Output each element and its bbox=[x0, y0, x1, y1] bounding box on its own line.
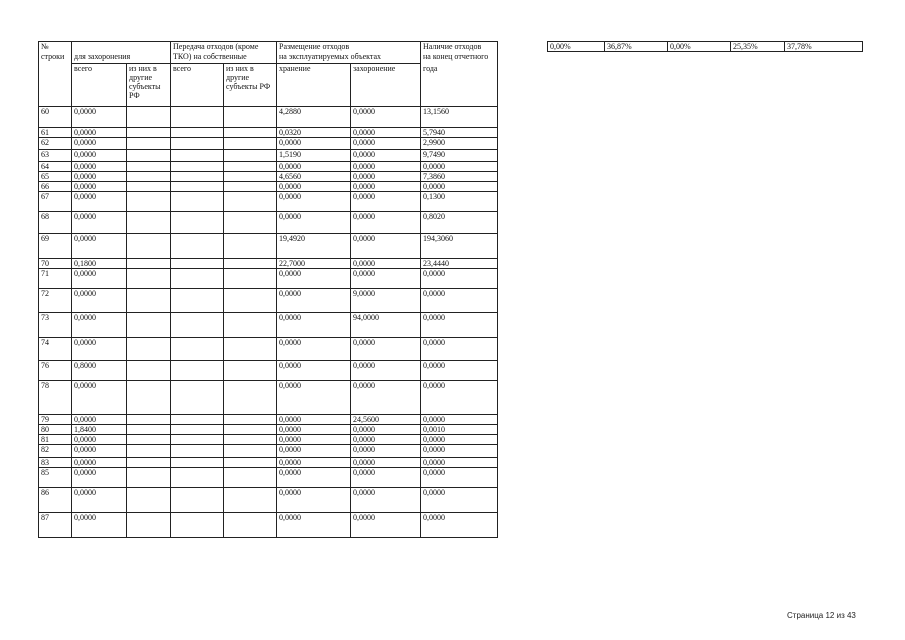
table-row bbox=[39, 425, 498, 435]
balance-cell: 194,3060 bbox=[421, 234, 498, 259]
storage-cell: 0,0000 bbox=[277, 381, 351, 415]
row-number-cell: 64 bbox=[39, 162, 72, 172]
transfer-other-regions-cell bbox=[224, 289, 277, 313]
storage-cell: 0,0000 bbox=[277, 513, 351, 538]
storage-cell: 0,0000 bbox=[277, 458, 351, 468]
table-row bbox=[39, 488, 498, 513]
storage-cell: 0,0000 bbox=[277, 415, 351, 425]
waste-table bbox=[38, 41, 498, 538]
row-number-cell: 80 bbox=[39, 425, 72, 435]
transfer-total-cell bbox=[171, 192, 224, 212]
balance-cell: 0,0000 bbox=[421, 458, 498, 468]
other-regions-cell bbox=[127, 192, 171, 212]
transfer-total-cell bbox=[171, 435, 224, 445]
transfer-total-cell bbox=[171, 445, 224, 458]
balance-header-line1: Наличие отходов bbox=[421, 42, 498, 52]
other-regions-cell bbox=[127, 182, 171, 192]
table-row bbox=[39, 138, 498, 150]
balance-cell: 0,0000 bbox=[421, 415, 498, 425]
burial-cell: 0,0000 bbox=[351, 259, 421, 269]
table-header bbox=[39, 42, 498, 107]
other-regions-cell bbox=[127, 234, 171, 259]
balance-cell: 0,0000 bbox=[421, 488, 498, 513]
total-cell: 1,8400 bbox=[72, 425, 127, 435]
other-regions-cell bbox=[127, 150, 171, 162]
transfer-other-regions-cell bbox=[224, 435, 277, 445]
row-number-cell: 74 bbox=[39, 338, 72, 361]
transfer-total-cell bbox=[171, 212, 224, 234]
table-row bbox=[39, 381, 498, 415]
transfer-other-regions-cell bbox=[224, 150, 277, 162]
table-row bbox=[39, 182, 498, 192]
percent-cell: 25,35% bbox=[731, 42, 785, 52]
transfer-other-regions-cell bbox=[224, 162, 277, 172]
burial-cell: 0,0000 bbox=[351, 361, 421, 381]
row-number-cell: 86 bbox=[39, 488, 72, 513]
table-row bbox=[39, 192, 498, 212]
total-cell: 0,0000 bbox=[72, 107, 127, 128]
total-cell: 0,0000 bbox=[72, 234, 127, 259]
other-regions-cell bbox=[127, 107, 171, 128]
table-row bbox=[39, 259, 498, 269]
burial-cell: 0,0000 bbox=[351, 212, 421, 234]
other-regions-cell bbox=[127, 338, 171, 361]
row-number-cell: 60 bbox=[39, 107, 72, 128]
table-row bbox=[39, 269, 498, 289]
balance-cell: 23,4440 bbox=[421, 259, 498, 269]
total-cell: 0,0000 bbox=[72, 468, 127, 488]
storage-cell: 0,0000 bbox=[277, 138, 351, 150]
row-number-cell: 73 bbox=[39, 313, 72, 338]
other-regions-cell bbox=[127, 162, 171, 172]
transfer-total-cell bbox=[171, 381, 224, 415]
percent-table bbox=[547, 41, 863, 52]
transfer-other-regions-cell bbox=[224, 488, 277, 513]
burial-cell: 0,0000 bbox=[351, 162, 421, 172]
transfer-other-regions-cell bbox=[224, 513, 277, 538]
table-row bbox=[39, 415, 498, 425]
total-cell: 0,0000 bbox=[72, 513, 127, 538]
total-cell: 0,0000 bbox=[72, 458, 127, 468]
transfer-total-cell bbox=[171, 361, 224, 381]
table-row bbox=[39, 468, 498, 488]
table-row bbox=[39, 212, 498, 234]
transfer-other-regions-cell bbox=[224, 361, 277, 381]
balance-cell: 0,0000 bbox=[421, 468, 498, 488]
page-number: Страница 12 из 43 bbox=[787, 611, 856, 620]
other-regions-cell bbox=[127, 513, 171, 538]
other-regions-cell bbox=[127, 138, 171, 150]
transfer-other-regions-cell bbox=[224, 425, 277, 435]
balance-cell: 7,3860 bbox=[421, 172, 498, 182]
total-cell: 0,8000 bbox=[72, 361, 127, 381]
storage-cell: 0,0320 bbox=[277, 128, 351, 138]
storage-cell: 22,7000 bbox=[277, 259, 351, 269]
row-number-cell: 76 bbox=[39, 361, 72, 381]
row-number-cell: 82 bbox=[39, 445, 72, 458]
burial-cell: 0,0000 bbox=[351, 488, 421, 513]
row-number-cell: 83 bbox=[39, 458, 72, 468]
transfer-total-cell bbox=[171, 415, 224, 425]
percent-cell: 0,00% bbox=[668, 42, 731, 52]
burial-group-header bbox=[72, 42, 171, 52]
storage-cell: 4,6560 bbox=[277, 172, 351, 182]
burial-cell: 0,0000 bbox=[351, 435, 421, 445]
total-cell: 0,0000 bbox=[72, 381, 127, 415]
transfer-other-regions-cell bbox=[224, 458, 277, 468]
balance-cell: 0,0000 bbox=[421, 435, 498, 445]
balance-cell: 0,0000 bbox=[421, 338, 498, 361]
burial-cell: 0,0000 bbox=[351, 150, 421, 162]
transfer-other-regions-cell bbox=[224, 415, 277, 425]
total-cell: 0,0000 bbox=[72, 435, 127, 445]
storage-cell: 0,0000 bbox=[277, 162, 351, 172]
total-cell: 0,0000 bbox=[72, 338, 127, 361]
storage-cell: 1,5190 bbox=[277, 150, 351, 162]
transfer-other-regions-cell bbox=[224, 128, 277, 138]
table-row bbox=[39, 435, 498, 445]
transfer-total-cell bbox=[171, 138, 224, 150]
transfer-total-cell bbox=[171, 150, 224, 162]
balance-cell: 0,0000 bbox=[421, 313, 498, 338]
row-number-cell: 70 bbox=[39, 259, 72, 269]
other-regions-cell bbox=[127, 425, 171, 435]
row-number-cell: 61 bbox=[39, 128, 72, 138]
storage-cell: 19,4920 bbox=[277, 234, 351, 259]
other-regions-cell bbox=[127, 269, 171, 289]
balance-cell: 13,1560 bbox=[421, 107, 498, 128]
row-number-cell: 69 bbox=[39, 234, 72, 259]
table-row bbox=[39, 150, 498, 162]
other-regions-cell bbox=[127, 313, 171, 338]
burial-cell: 0,0000 bbox=[351, 192, 421, 212]
table-row bbox=[39, 361, 498, 381]
percent-cell: 0,00% bbox=[548, 42, 605, 52]
transfer-total-cell bbox=[171, 289, 224, 313]
transfer-other-regions-cell bbox=[224, 107, 277, 128]
burial-cell: 0,0000 bbox=[351, 468, 421, 488]
total-cell: 0,0000 bbox=[72, 128, 127, 138]
row-number-cell: 67 bbox=[39, 192, 72, 212]
table-row bbox=[39, 458, 498, 468]
transfer-total-cell bbox=[171, 488, 224, 513]
transfer-other-regions-cell bbox=[224, 234, 277, 259]
storage-cell: 0,0000 bbox=[277, 289, 351, 313]
placement-header-line1: Размещение отходов bbox=[277, 42, 421, 52]
other-regions-cell bbox=[127, 488, 171, 513]
transfer-other-regions-cell bbox=[224, 192, 277, 212]
transfer-total-cell bbox=[171, 458, 224, 468]
burial-cell: 0,0000 bbox=[351, 338, 421, 361]
storage-cell: 0,0000 bbox=[277, 313, 351, 338]
burial-cell: 0,0000 bbox=[351, 182, 421, 192]
burial-cell: 0,0000 bbox=[351, 513, 421, 538]
row-number-cell: 87 bbox=[39, 513, 72, 538]
storage-cell: 0,0000 bbox=[277, 445, 351, 458]
table-row bbox=[39, 172, 498, 182]
transfer-total-cell bbox=[171, 468, 224, 488]
total-col-header: всего bbox=[72, 64, 127, 107]
total-cell: 0,0000 bbox=[72, 182, 127, 192]
total-cell: 0,0000 bbox=[72, 445, 127, 458]
total-cell: 0,0000 bbox=[72, 150, 127, 162]
transfer-other-regions-cell bbox=[224, 381, 277, 415]
row-number-cell: 66 bbox=[39, 182, 72, 192]
row-number-header-3 bbox=[39, 64, 72, 107]
row-number-cell: 78 bbox=[39, 381, 72, 415]
burial-cell: 0,0000 bbox=[351, 234, 421, 259]
table-row bbox=[39, 313, 498, 338]
placement-header-line2: на эксплуатируемых объектах bbox=[277, 52, 421, 64]
transfer-total-cell bbox=[171, 513, 224, 538]
transfer-header-line2: ТКО) на собственные bbox=[171, 52, 277, 64]
total-cell: 0,1800 bbox=[72, 259, 127, 269]
table-row bbox=[39, 107, 498, 128]
balance-cell: 0,0000 bbox=[421, 361, 498, 381]
burial-cell: 9,0000 bbox=[351, 289, 421, 313]
row-number-cell: 68 bbox=[39, 212, 72, 234]
burial-subheader: для захоронения bbox=[72, 52, 171, 64]
table-body bbox=[39, 107, 498, 538]
row-number-header: № bbox=[39, 42, 72, 52]
total-cell: 0,0000 bbox=[72, 269, 127, 289]
storage-cell: 0,0000 bbox=[277, 425, 351, 435]
burial-col-header: захоронение bbox=[351, 64, 421, 107]
total-cell: 0,0000 bbox=[72, 138, 127, 150]
storage-cell: 0,0000 bbox=[277, 468, 351, 488]
burial-cell: 0,0000 bbox=[351, 107, 421, 128]
transfer-other-regions-cell bbox=[224, 445, 277, 458]
row-number-cell: 81 bbox=[39, 435, 72, 445]
table-row bbox=[39, 128, 498, 138]
transfer-total-cell bbox=[171, 234, 224, 259]
balance-cell: 0,0000 bbox=[421, 162, 498, 172]
row-number-cell: 62 bbox=[39, 138, 72, 150]
balance-cell: 0,1300 bbox=[421, 192, 498, 212]
burial-cell: 0,0000 bbox=[351, 458, 421, 468]
balance-cell: 0,0000 bbox=[421, 269, 498, 289]
other-regions-col-header: из них в другие субъекты РФ bbox=[127, 64, 171, 107]
transfer-total-cell bbox=[171, 128, 224, 138]
table-row bbox=[39, 162, 498, 172]
storage-cell: 0,0000 bbox=[277, 269, 351, 289]
balance-cell: 0,0000 bbox=[421, 182, 498, 192]
other-regions-cell bbox=[127, 415, 171, 425]
row-number-cell: 85 bbox=[39, 468, 72, 488]
transfer-total-cell bbox=[171, 182, 224, 192]
balance-cell: 0,8020 bbox=[421, 212, 498, 234]
balance-cell: 2,9900 bbox=[421, 138, 498, 150]
transfer-total-col-header: всего bbox=[171, 64, 224, 107]
transfer-total-cell bbox=[171, 269, 224, 289]
storage-cell: 0,0000 bbox=[277, 435, 351, 445]
table-row bbox=[39, 445, 498, 458]
burial-cell: 0,0000 bbox=[351, 128, 421, 138]
percent-cell: 36,87% bbox=[605, 42, 668, 52]
transfer-other-regions-cell bbox=[224, 138, 277, 150]
transfer-total-cell bbox=[171, 162, 224, 172]
burial-cell: 94,0000 bbox=[351, 313, 421, 338]
balance-cell: 0,0010 bbox=[421, 425, 498, 435]
other-regions-cell bbox=[127, 458, 171, 468]
other-regions-cell bbox=[127, 435, 171, 445]
balance-cell: 9,7490 bbox=[421, 150, 498, 162]
burial-cell: 0,0000 bbox=[351, 269, 421, 289]
balance-cell: 5,7940 bbox=[421, 128, 498, 138]
other-regions-cell bbox=[127, 128, 171, 138]
total-cell: 0,0000 bbox=[72, 172, 127, 182]
other-regions-cell bbox=[127, 468, 171, 488]
total-cell: 0,0000 bbox=[72, 212, 127, 234]
other-regions-cell bbox=[127, 212, 171, 234]
storage-cell: 0,0000 bbox=[277, 192, 351, 212]
balance-cell: 0,0000 bbox=[421, 445, 498, 458]
transfer-total-cell bbox=[171, 338, 224, 361]
storage-cell: 4,2880 bbox=[277, 107, 351, 128]
table-row bbox=[39, 234, 498, 259]
percent-cell: 37,78% bbox=[785, 42, 863, 52]
burial-cell: 0,0000 bbox=[351, 138, 421, 150]
total-cell: 0,0000 bbox=[72, 488, 127, 513]
row-number-cell: 79 bbox=[39, 415, 72, 425]
other-regions-cell bbox=[127, 172, 171, 182]
row-number-cell: 63 bbox=[39, 150, 72, 162]
transfer-total-cell bbox=[171, 259, 224, 269]
storage-cell: 0,0000 bbox=[277, 182, 351, 192]
other-regions-cell bbox=[127, 361, 171, 381]
other-regions-cell bbox=[127, 259, 171, 269]
other-regions-cell bbox=[127, 289, 171, 313]
transfer-total-cell bbox=[171, 425, 224, 435]
transfer-other-regions-col-header: из них в другие субъекты РФ bbox=[224, 64, 277, 107]
burial-cell: 0,0000 bbox=[351, 445, 421, 458]
balance-cell: 0,0000 bbox=[421, 381, 498, 415]
storage-cell: 0,0000 bbox=[277, 212, 351, 234]
balance-cell: 0,0000 bbox=[421, 289, 498, 313]
total-cell: 0,0000 bbox=[72, 313, 127, 338]
total-cell: 0,0000 bbox=[72, 415, 127, 425]
row-number-cell: 65 bbox=[39, 172, 72, 182]
burial-cell: 0,0000 bbox=[351, 381, 421, 415]
transfer-total-cell bbox=[171, 107, 224, 128]
transfer-total-cell bbox=[171, 172, 224, 182]
table-row bbox=[39, 338, 498, 361]
burial-cell: 0,0000 bbox=[351, 172, 421, 182]
transfer-other-regions-cell bbox=[224, 338, 277, 361]
other-regions-cell bbox=[127, 381, 171, 415]
total-cell: 0,0000 bbox=[72, 192, 127, 212]
row-number-cell: 71 bbox=[39, 269, 72, 289]
row-number-cell: 72 bbox=[39, 289, 72, 313]
row-number-header-2: строки bbox=[39, 52, 72, 64]
burial-cell: 0,0000 bbox=[351, 425, 421, 435]
transfer-other-regions-cell bbox=[224, 269, 277, 289]
other-regions-cell bbox=[127, 445, 171, 458]
total-cell: 0,0000 bbox=[72, 162, 127, 172]
transfer-other-regions-cell bbox=[224, 182, 277, 192]
table-row bbox=[39, 289, 498, 313]
table-row bbox=[39, 513, 498, 538]
total-cell: 0,0000 bbox=[72, 289, 127, 313]
transfer-other-regions-cell bbox=[224, 212, 277, 234]
transfer-other-regions-cell bbox=[224, 313, 277, 338]
balance-cell: 0,0000 bbox=[421, 513, 498, 538]
balance-header-line2: на конец отчетного bbox=[421, 52, 498, 64]
storage-col-header: хранение bbox=[277, 64, 351, 107]
transfer-other-regions-cell bbox=[224, 259, 277, 269]
storage-cell: 0,0000 bbox=[277, 338, 351, 361]
storage-cell: 0,0000 bbox=[277, 361, 351, 381]
balance-header-line3: года bbox=[421, 64, 498, 107]
transfer-header-line1: Передача отходов (кроме bbox=[171, 42, 277, 52]
burial-cell: 24,5600 bbox=[351, 415, 421, 425]
transfer-other-regions-cell bbox=[224, 468, 277, 488]
transfer-total-cell bbox=[171, 313, 224, 338]
transfer-other-regions-cell bbox=[224, 172, 277, 182]
storage-cell: 0,0000 bbox=[277, 488, 351, 513]
